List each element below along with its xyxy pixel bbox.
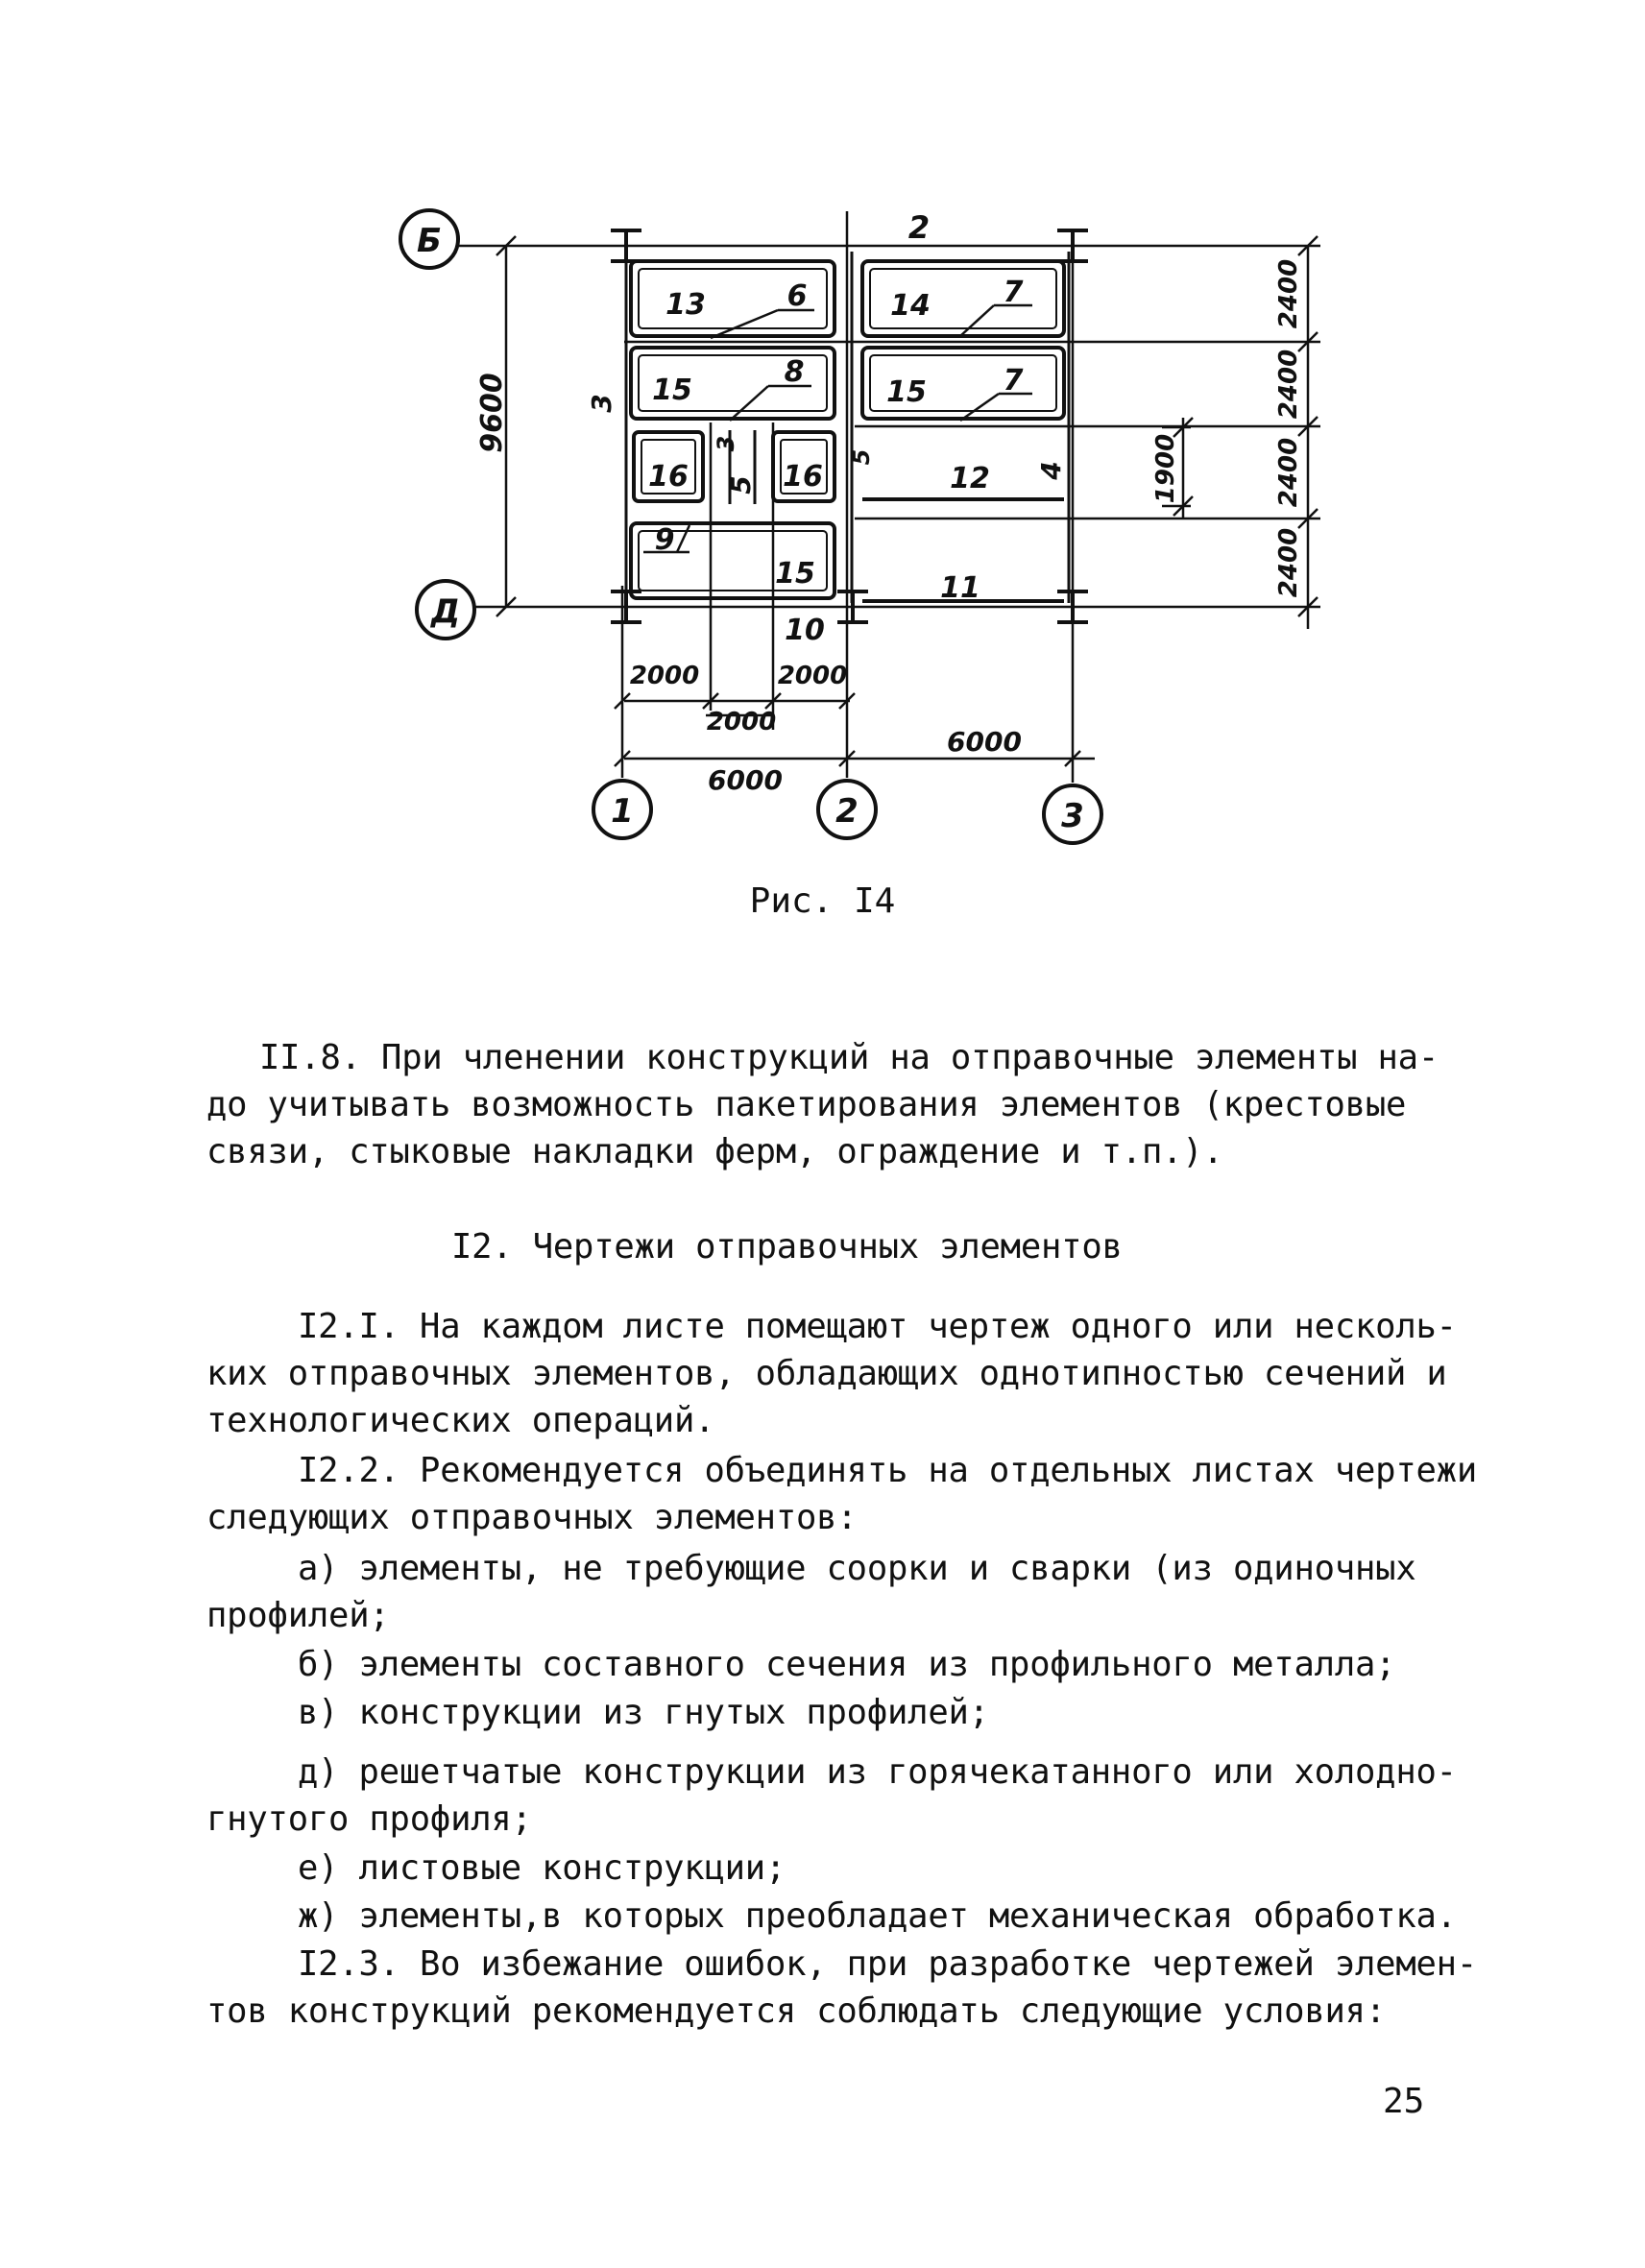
dim-9600: 9600: [475, 373, 509, 453]
axis-2-label: 2: [835, 792, 859, 831]
dim-2400-1: 2400: [1274, 258, 1303, 329]
mark-6: 6: [786, 279, 808, 313]
dim-2400-3: 2400: [1274, 437, 1303, 508]
mark-16a: 16: [648, 460, 689, 494]
axis-1-label: 1: [611, 792, 634, 831]
mark-11: 11: [940, 571, 980, 605]
mark-8: 8: [784, 355, 805, 389]
structural-plan-figure: [0, 0, 1645, 922]
list-item-e: е) листовые конструкции;: [298, 1848, 786, 1888]
mark-9: 9: [654, 523, 675, 557]
axis-d-label: Д: [430, 592, 461, 631]
list-item-d-line-1: д) решетчатые конструкции из горячекатанного или холодно-: [298, 1752, 1457, 1792]
paragraph-12-1-line-2: ких отправочных элементов, обладающих однотипностью сечений и: [206, 1354, 1447, 1393]
dim-2400-2: 2400: [1274, 349, 1303, 420]
list-item-a-line-2: профилей;: [206, 1596, 390, 1635]
list-item-d-line-2: гнутого профиля;: [206, 1799, 532, 1839]
paragraph-12-3-line-1: I2.3. Во избежание ошибок, при разработке чертежей элемен-: [298, 1944, 1478, 1984]
mark-10: 10: [785, 614, 825, 647]
mark-4: 4: [1035, 461, 1067, 480]
dim-6000-right: 6000: [947, 726, 1022, 758]
paragraph-12-2-line-1: I2.2. Рекомендуется объединять на отдельных листах чертежи: [298, 1451, 1478, 1490]
dim-2000-3: 2000: [706, 708, 777, 736]
mark-12: 12: [950, 462, 990, 495]
paragraph-11-8-line-3: связи, стыковые накладки ферм, ограждение и т.п.).: [206, 1132, 1223, 1171]
dim-2400-4: 2400: [1274, 527, 1303, 598]
dimension-labels: [475, 259, 1303, 796]
mark-2: 2: [907, 209, 931, 246]
paragraph-12-3-line-2: тов конструкций рекомендуется соблюдать следующие условия:: [206, 1991, 1387, 2031]
paragraph-12-2-line-2: следующих отправочных элементов:: [206, 1498, 858, 1537]
mark-3b: 3: [713, 435, 739, 452]
mark-13: 13: [665, 288, 706, 322]
dim-1900: 1900: [1151, 433, 1180, 504]
mark-5a: 5: [725, 475, 757, 495]
section-12-heading: I2. Чертежи отправочных элементов: [451, 1227, 1123, 1267]
paragraph-12-1-line-1: I2.I. На каждом листе помещают чертеж одного или несколь-: [298, 1307, 1457, 1346]
figure-caption: Рис. I4: [749, 881, 896, 921]
mark-16b: 16: [783, 460, 823, 494]
axis-3-label: 3: [1061, 797, 1084, 835]
paragraph-12-1-line-3: технологических операций.: [206, 1401, 715, 1440]
list-item-zh: ж) элементы,в которых преобладает механическая обработка.: [298, 1896, 1457, 1936]
axis-b-label: Б: [417, 222, 442, 260]
list-item-b: б) элементы составного сечения из профильного металла;: [298, 1645, 1396, 1684]
mark-14: 14: [890, 289, 931, 323]
mark-7a: 7: [1003, 276, 1024, 309]
page-number: 25: [1383, 2082, 1425, 2121]
list-item-a-line-1: а) элементы, не требующие соорки и сварки (из одиночных: [298, 1549, 1416, 1588]
paragraph-11-8-line-1: II.8. При членении конструкций на отправочные элементы на-: [259, 1038, 1439, 1077]
mark-5b: 5: [848, 448, 875, 466]
dim-2000-2: 2000: [777, 662, 848, 690]
mark-15b: 15: [886, 375, 927, 409]
dim-2000-1: 2000: [629, 662, 700, 690]
mark-15c: 15: [775, 557, 815, 591]
mark-7b: 7: [1003, 364, 1024, 398]
mark-3a: 3: [586, 394, 617, 413]
mark-15a: 15: [652, 374, 692, 407]
list-item-v: в) конструкции из гнутых профилей;: [298, 1693, 989, 1732]
dim-6000-left: 6000: [708, 764, 783, 796]
paragraph-11-8-line-2: до учитывать возможность пакетирования элементов (крестовые: [206, 1085, 1407, 1124]
